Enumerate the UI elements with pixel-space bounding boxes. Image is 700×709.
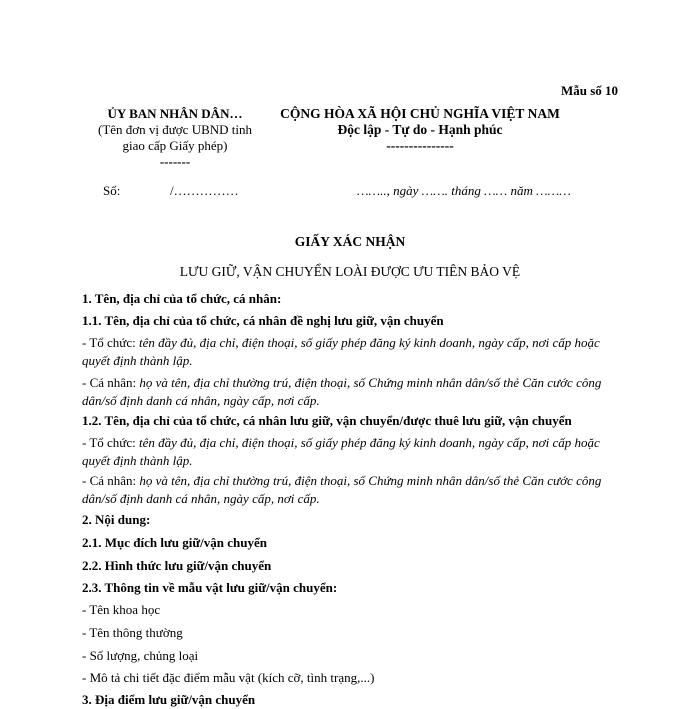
left-header-rule: ------- xyxy=(159,154,191,169)
section2-2-heading: 2.2. Hình thức lưu giữ/vận chuyển xyxy=(82,558,272,573)
authority-note-line1: (Tên đơn vị được UBND tỉnh xyxy=(97,122,253,137)
right-header-rule: --------------- xyxy=(386,138,454,153)
section1-1-organization xyxy=(82,334,607,370)
number-label: Số: xyxy=(103,183,121,198)
national-title: CỘNG HÒA XÃ HỘI CHỦ NGHĨA VIỆT NAM xyxy=(280,106,560,121)
form-number: Mẫu số 10 xyxy=(560,83,618,98)
specimen-bullet: - Mô tả chi tiết đặc điểm mẫu vật (kích cỡ, tình trạng,...) xyxy=(82,670,375,685)
national-motto: Độc lập - Tự do - Hạnh phúc xyxy=(337,122,503,137)
right-header xyxy=(270,106,570,154)
section2-1-heading: 2.1. Mục đích lưu giữ/vận chuyển xyxy=(82,535,267,550)
section1-1-individual xyxy=(82,374,607,410)
organization-label: - Tổ chức: xyxy=(82,335,139,350)
specimen-bullet: - Tên khoa học xyxy=(82,602,161,617)
individual-label: - Cá nhân: xyxy=(82,473,140,488)
specimen-bullet: - Số lượng, chủng loại xyxy=(82,648,199,663)
issuing-authority: ỦY BAN NHÂN DÂN… xyxy=(107,106,243,121)
individual-label: - Cá nhân: xyxy=(82,375,140,390)
specimen-bullet: - Tên thông thường xyxy=(82,625,183,640)
organization-label: - Tổ chức: xyxy=(82,435,139,450)
section3-heading: 3. Địa điểm lưu giữ/vận chuyển xyxy=(82,692,256,707)
section2-3-heading: 2.3. Thông tin về mẫu vật lưu giữ/vận chuyển: xyxy=(82,580,338,595)
left-header xyxy=(75,106,275,170)
number-value: /…………… xyxy=(170,183,239,198)
section1-2-heading: 1.2. Tên, địa chỉ của tổ chức, cá nhân lưu giữ, vận chuyển/được thuê lưu giữ, vận chuyển xyxy=(82,413,572,428)
authority-note-line2: giao cấp Giấy phép) xyxy=(122,138,228,153)
document-subtitle: LƯU GIỮ, VẬN CHUYỂN LOÀI ĐƯỢC ƯU TIÊN BẢO VỆ xyxy=(179,264,521,279)
individual-text: họ và tên, địa chỉ thường trú, điện thoại, số Chứng minh nhân dân/số thẻ Căn cước công dân/số định danh cá nhân, ngày cấp, nơi cấp. xyxy=(82,473,602,506)
section1-2-individual xyxy=(82,472,607,508)
organization-text: tên đầy đủ, địa chỉ, điện thoại, số giấy phép đăng ký kinh doanh, ngày cấp, nơi cấp hoặc quyết định thành lập. xyxy=(82,335,600,368)
section1-heading: 1. Tên, địa chỉ của tổ chức, cá nhân: xyxy=(82,291,282,306)
individual-text: họ và tên, địa chỉ thường trú, điện thoại, số Chứng minh nhân dân/số thẻ Căn cước công dân/số định danh cá nhân, ngày cấp, nơi cấp. xyxy=(82,375,602,408)
document-title: GIẤY XÁC NHẬN xyxy=(294,234,406,249)
section1-1-heading: 1.1. Tên, địa chỉ của tổ chức, cá nhân đề nghị lưu giữ, vận chuyển xyxy=(82,313,444,328)
organization-text: tên đầy đủ, địa chỉ, điện thoại, số giấy phép đăng ký kinh doanh, ngày cấp, nơi cấp hoặc quyết định thành lập. xyxy=(82,435,600,468)
date-line: …….., ngày ……. tháng …… năm ……… xyxy=(357,183,571,198)
section1-2-organization xyxy=(82,434,607,470)
section2-heading: 2. Nội dung: xyxy=(82,512,151,527)
